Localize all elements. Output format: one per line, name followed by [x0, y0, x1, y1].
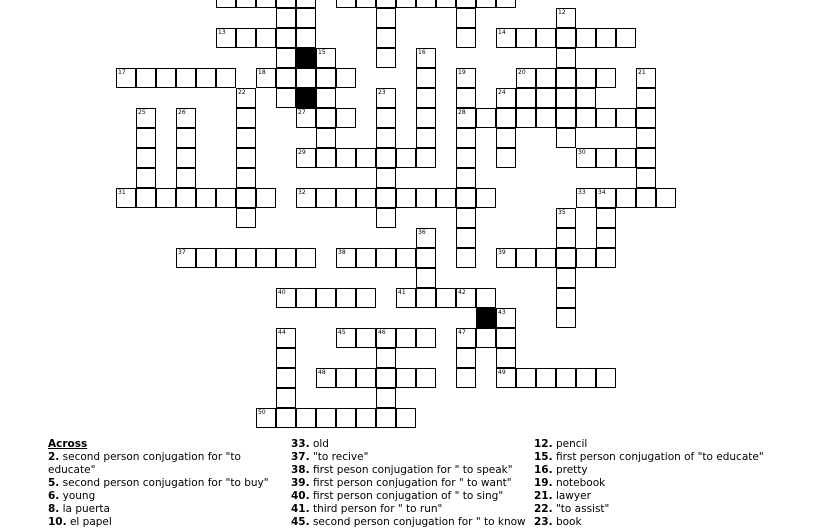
grid-cell[interactable] [256, 248, 276, 268]
grid-cell[interactable] [596, 28, 616, 48]
grid-cell[interactable] [276, 88, 296, 108]
black-cell [476, 308, 496, 328]
grid-cell[interactable] [296, 8, 316, 28]
grid-cell[interactable] [456, 8, 476, 28]
grid-cell[interactable] [276, 48, 296, 68]
grid-cell[interactable] [416, 288, 436, 308]
clue-number: 12 [558, 9, 566, 16]
clue-number: 49 [498, 369, 506, 376]
clue-number: 48 [318, 369, 326, 376]
grid-cell[interactable] [296, 108, 316, 128]
grid-cell[interactable] [556, 288, 576, 308]
grid-cell[interactable] [236, 28, 256, 48]
grid-cell[interactable] [276, 388, 296, 408]
grid-cell[interactable] [616, 108, 636, 128]
grid-cell[interactable] [556, 28, 576, 48]
grid-cell[interactable] [536, 28, 556, 48]
clue-number: 45 [338, 329, 346, 336]
grid-cell[interactable] [236, 208, 256, 228]
grid-cell[interactable] [356, 328, 376, 348]
grid-cell[interactable] [636, 88, 656, 108]
grid-cell[interactable] [236, 168, 256, 188]
clue-across-5[interactable]: 5. second person conjugation for "to buy" [48, 477, 269, 489]
grid-cell[interactable] [556, 308, 576, 328]
clue-number: 33 [578, 189, 586, 196]
grid-cell[interactable] [596, 68, 616, 88]
clue-across-2[interactable]: 2. second person conjugation for "to educate" [48, 451, 241, 476]
clue-number: 43 [498, 309, 506, 316]
grid-cell[interactable] [356, 248, 376, 268]
grid-cell[interactable] [116, 68, 136, 88]
clues-panel [0, 436, 816, 530]
grid-cell[interactable] [136, 188, 156, 208]
grid-cell[interactable] [356, 0, 376, 8]
clue-across-40[interactable]: 40. first person conjugation of " to sing" [291, 490, 504, 502]
clue-number: 18 [258, 69, 266, 76]
clue-number: 13 [218, 29, 226, 36]
grid-cell[interactable] [296, 68, 316, 88]
grid-cell[interactable] [196, 68, 216, 88]
grid-cell[interactable] [476, 108, 496, 128]
grid-cell[interactable] [216, 28, 236, 48]
grid-cell[interactable] [356, 408, 376, 428]
clue-number: 28 [458, 109, 466, 116]
clue-across-45[interactable]: 45. second person conjugation for " to know [291, 516, 526, 528]
grid-cell[interactable] [336, 328, 356, 348]
grid-cell[interactable] [276, 68, 296, 88]
clue-number: 38 [338, 249, 346, 256]
grid-cell[interactable] [536, 248, 556, 268]
clue-number: 15 [318, 49, 326, 56]
grid-cell[interactable] [316, 128, 336, 148]
grid-cell[interactable] [416, 328, 436, 348]
grid-cell[interactable] [576, 68, 596, 88]
grid-cell[interactable] [176, 68, 196, 88]
grid-cell[interactable] [376, 8, 396, 28]
clue-down-22[interactable]: 22. "to assist" [534, 503, 610, 515]
grid-cell[interactable] [556, 8, 576, 28]
grid-cell[interactable] [396, 148, 416, 168]
grid-cell[interactable] [496, 248, 516, 268]
grid-cell[interactable] [636, 168, 656, 188]
grid-cell[interactable] [556, 68, 576, 88]
grid-cell[interactable] [336, 408, 356, 428]
grid-cell[interactable] [576, 28, 596, 48]
grid-cell[interactable] [316, 88, 336, 108]
clue-down-12[interactable]: 12. pencil [534, 438, 588, 450]
clue-number: 27 [298, 109, 306, 116]
grid-cell[interactable] [576, 148, 596, 168]
grid-cell[interactable] [136, 128, 156, 148]
grid-cell[interactable] [176, 168, 196, 188]
grid-cell[interactable] [276, 248, 296, 268]
grid-cell[interactable] [176, 188, 196, 208]
grid-cell[interactable] [416, 268, 436, 288]
clue-number: 34 [598, 189, 606, 196]
grid-cell[interactable] [176, 248, 196, 268]
grid-cell[interactable] [596, 108, 616, 128]
clue-number: 40 [278, 289, 286, 296]
clue-across-37[interactable]: 37. "to recive" [291, 451, 369, 463]
grid-cell[interactable] [396, 0, 416, 8]
clue-number: 41 [398, 289, 406, 296]
grid-cell[interactable] [136, 108, 156, 128]
grid-cell[interactable] [236, 0, 256, 8]
grid-cell[interactable] [456, 148, 476, 168]
clue-down-19[interactable]: 19. notebook [534, 477, 606, 489]
grid-cell[interactable] [196, 188, 216, 208]
grid-cell[interactable] [416, 148, 436, 168]
clues-column-3 [534, 438, 804, 529]
grid-cell[interactable] [496, 108, 516, 128]
grid-cell[interactable] [416, 108, 436, 128]
grid-cell[interactable] [416, 188, 436, 208]
grid-cell[interactable] [276, 368, 296, 388]
grid-cell[interactable] [236, 248, 256, 268]
grid-cell[interactable] [136, 168, 156, 188]
grid-cell[interactable] [416, 88, 436, 108]
grid-cell[interactable] [276, 408, 296, 428]
grid-cell[interactable] [376, 368, 396, 388]
grid-cell[interactable] [516, 68, 536, 88]
grid-cell[interactable] [456, 248, 476, 268]
grid-cell[interactable] [256, 408, 276, 428]
grid-cell[interactable] [516, 88, 536, 108]
grid-cell[interactable] [216, 188, 236, 208]
clue-number: 37 [178, 249, 186, 256]
grid-cell[interactable] [376, 168, 396, 188]
grid-cell[interactable] [176, 128, 196, 148]
grid-cell[interactable] [496, 128, 516, 148]
clue-number: 30 [578, 149, 586, 156]
grid-cell[interactable] [636, 68, 656, 88]
grid-cell[interactable] [616, 28, 636, 48]
grid-cell[interactable] [636, 148, 656, 168]
grid-cell[interactable] [176, 108, 196, 128]
grid-cell[interactable] [396, 188, 416, 208]
grid-cell[interactable] [476, 328, 496, 348]
grid-cell[interactable] [376, 88, 396, 108]
grid-cell[interactable] [596, 188, 616, 208]
grid-cell[interactable] [456, 68, 476, 88]
grid-cell[interactable] [356, 188, 376, 208]
grid-cell[interactable] [156, 188, 176, 208]
grid-cell[interactable] [396, 408, 416, 428]
grid-cell[interactable] [516, 368, 536, 388]
grid-cell[interactable] [336, 148, 356, 168]
grid-cell[interactable] [236, 148, 256, 168]
grid-cell[interactable] [556, 228, 576, 248]
grid-cell[interactable] [576, 88, 596, 108]
grid-cell[interactable] [356, 288, 376, 308]
grid-cell[interactable] [556, 248, 576, 268]
grid-cell[interactable] [556, 108, 576, 128]
clue-down-16[interactable]: 16. pretty [534, 464, 588, 476]
clue-number: 39 [498, 249, 506, 256]
grid-cell[interactable] [396, 368, 416, 388]
grid-cell[interactable] [156, 68, 176, 88]
clue-number: 31 [118, 189, 126, 196]
grid-cell[interactable] [316, 68, 336, 88]
grid-cell[interactable] [416, 368, 436, 388]
clue-number: 23 [378, 89, 386, 96]
grid-cell[interactable] [316, 188, 336, 208]
grid-cell[interactable] [336, 288, 356, 308]
grid-cell[interactable] [456, 348, 476, 368]
grid-cell[interactable] [216, 248, 236, 268]
clue-number: 16 [418, 49, 426, 56]
grid-cell[interactable] [376, 48, 396, 68]
grid-cell[interactable] [496, 328, 516, 348]
grid-cell[interactable] [456, 288, 476, 308]
grid-cell[interactable] [556, 48, 576, 68]
grid-cell[interactable] [256, 0, 276, 8]
grid-cell[interactable] [376, 348, 396, 368]
grid-cell[interactable] [596, 148, 616, 168]
grid-cell[interactable] [276, 8, 296, 28]
grid-cell[interactable] [456, 0, 476, 8]
grid-cell[interactable] [216, 68, 236, 88]
grid-cell[interactable] [316, 48, 336, 68]
clue-number: 32 [298, 189, 306, 196]
grid-cell[interactable] [416, 248, 436, 268]
grid-cell[interactable] [576, 368, 596, 388]
grid-cell[interactable] [516, 108, 536, 128]
grid-cell[interactable] [196, 248, 216, 268]
grid-cell[interactable] [316, 368, 336, 388]
grid-cell[interactable] [336, 248, 356, 268]
grid-cell[interactable] [376, 188, 396, 208]
grid-cell[interactable] [276, 28, 296, 48]
grid-cell[interactable] [616, 148, 636, 168]
grid-cell[interactable] [396, 248, 416, 268]
grid-cell[interactable] [476, 288, 496, 308]
grid-cell[interactable] [496, 348, 516, 368]
clues-column-1 [48, 438, 280, 529]
grid-cell[interactable] [416, 228, 436, 248]
grid-cell[interactable] [356, 368, 376, 388]
grid-cell[interactable] [596, 248, 616, 268]
clue-number: 29 [298, 149, 306, 156]
clue-number: 25 [138, 109, 146, 116]
grid-cell[interactable] [376, 108, 396, 128]
grid-cell[interactable] [496, 88, 516, 108]
grid-cell[interactable] [596, 368, 616, 388]
grid-cell[interactable] [456, 328, 476, 348]
clue-down-23[interactable]: 23. book [534, 516, 582, 528]
grid-cell[interactable] [416, 48, 436, 68]
clue-number: 20 [518, 69, 526, 76]
clues-column-2 [291, 438, 527, 529]
grid-cell[interactable] [396, 328, 416, 348]
grid-cell[interactable] [336, 68, 356, 88]
grid-cell[interactable] [276, 328, 296, 348]
grid-cell[interactable] [296, 188, 316, 208]
grid-cell[interactable] [456, 108, 476, 128]
grid-cell[interactable] [296, 288, 316, 308]
grid-cell[interactable] [596, 208, 616, 228]
black-cell [296, 48, 316, 68]
grid-cell[interactable] [456, 168, 476, 188]
clue-number: 14 [498, 29, 506, 36]
grid-cell[interactable] [376, 248, 396, 268]
grid-cell[interactable] [636, 108, 656, 128]
clue-across-38[interactable]: 38. first peson conjugation for " to speak" [291, 464, 513, 476]
grid-cell[interactable] [416, 128, 436, 148]
grid-cell[interactable] [496, 368, 516, 388]
grid-cell[interactable] [496, 28, 516, 48]
grid-cell[interactable] [376, 388, 396, 408]
grid-cell[interactable] [136, 68, 156, 88]
grid-cell[interactable] [276, 0, 296, 8]
grid-cell[interactable] [516, 248, 536, 268]
grid-cell[interactable] [496, 308, 516, 328]
clue-number: 19 [458, 69, 466, 76]
grid-cell[interactable] [176, 148, 196, 168]
grid-cell[interactable] [336, 0, 356, 8]
grid-cell[interactable] [256, 68, 276, 88]
clue-across-8[interactable]: 8. la puerta [48, 503, 110, 515]
clue-number: 42 [458, 289, 466, 296]
grid-cell[interactable] [416, 68, 436, 88]
grid-cell[interactable] [576, 248, 596, 268]
grid-cell[interactable] [316, 408, 336, 428]
grid-cell[interactable] [376, 0, 396, 8]
grid-cell[interactable] [376, 408, 396, 428]
clue-down-15[interactable]: 15. first person conjugation of "to educate" [534, 451, 764, 463]
grid-cell[interactable] [256, 28, 276, 48]
clue-number: 47 [458, 329, 466, 336]
clue-number: 36 [418, 229, 426, 236]
grid-cell[interactable] [556, 368, 576, 388]
clue-number: 26 [178, 109, 186, 116]
grid-cell[interactable] [436, 288, 456, 308]
grid-cell[interactable] [336, 368, 356, 388]
grid-cell[interactable] [296, 148, 316, 168]
grid-cell[interactable] [536, 368, 556, 388]
grid-cell[interactable] [636, 188, 656, 208]
grid-cell[interactable] [236, 128, 256, 148]
grid-cell[interactable] [296, 0, 316, 8]
grid-cell[interactable] [556, 208, 576, 228]
grid-cell[interactable] [656, 188, 676, 208]
grid-cell[interactable] [316, 148, 336, 168]
clue-number: 17 [118, 69, 126, 76]
clue-number: 22 [238, 89, 246, 96]
grid-cell[interactable] [236, 188, 256, 208]
grid-cell[interactable] [556, 268, 576, 288]
grid-cell[interactable] [576, 188, 596, 208]
grid-cell[interactable] [296, 248, 316, 268]
clue-across-33[interactable]: 33. old [291, 438, 329, 450]
clue-number: 21 [638, 69, 646, 76]
grid-cell[interactable] [456, 188, 476, 208]
grid-cell[interactable] [536, 68, 556, 88]
grid-cell[interactable] [516, 28, 536, 48]
grid-cell[interactable] [296, 28, 316, 48]
grid-cell[interactable] [616, 188, 636, 208]
grid-cell[interactable] [376, 328, 396, 348]
grid-cell[interactable] [236, 108, 256, 128]
grid-cell[interactable] [276, 288, 296, 308]
grid-cell[interactable] [456, 368, 476, 388]
grid-cell[interactable] [636, 128, 656, 148]
grid-cell[interactable] [376, 128, 396, 148]
grid-cell[interactable] [316, 108, 336, 128]
clue-across-41[interactable]: 41. third person for " to run" [291, 503, 443, 515]
grid-cell[interactable] [556, 128, 576, 148]
grid-cell[interactable] [436, 0, 456, 8]
clue-number: 46 [378, 329, 386, 336]
grid-cell[interactable] [356, 148, 376, 168]
across-heading: Across [48, 438, 88, 450]
clue-down-21[interactable]: 21. lawyer [534, 490, 591, 502]
grid-cell[interactable] [276, 348, 296, 368]
grid-cell[interactable] [476, 0, 496, 8]
grid-cell[interactable] [256, 188, 276, 208]
grid-cell[interactable] [216, 0, 236, 8]
grid-cell[interactable] [496, 0, 516, 8]
grid-cell[interactable] [456, 28, 476, 48]
grid-cell[interactable] [416, 0, 436, 8]
black-cell [296, 88, 316, 108]
grid-cell[interactable] [456, 208, 476, 228]
grid-cell[interactable] [116, 188, 136, 208]
grid-cell[interactable] [456, 88, 476, 108]
grid-cell[interactable] [596, 228, 616, 248]
clue-number: 35 [558, 209, 566, 216]
clue-number: 24 [498, 89, 506, 96]
grid-cell[interactable] [576, 108, 596, 128]
clue-number: 44 [278, 329, 286, 336]
grid-cell[interactable] [136, 148, 156, 168]
clue-across-39[interactable]: 39. first person conjugation for " to want" [291, 477, 512, 489]
grid-cell[interactable] [376, 148, 396, 168]
grid-cell[interactable] [316, 288, 336, 308]
grid-cell[interactable] [536, 88, 556, 108]
clue-across-6[interactable]: 6. young [48, 490, 96, 502]
grid-cell[interactable] [436, 188, 456, 208]
clue-number: 50 [258, 409, 266, 416]
grid-cell[interactable] [376, 28, 396, 48]
grid-cell[interactable] [496, 148, 516, 168]
grid-cell[interactable] [376, 208, 396, 228]
grid-cell[interactable] [456, 128, 476, 148]
grid-cell[interactable] [296, 408, 316, 428]
grid-cell[interactable] [556, 88, 576, 108]
grid-cell[interactable] [336, 188, 356, 208]
grid-cell[interactable] [476, 188, 496, 208]
grid-cell[interactable] [536, 108, 556, 128]
grid-cell[interactable] [336, 108, 356, 128]
grid-cell[interactable] [396, 288, 416, 308]
grid-cell[interactable] [236, 88, 256, 108]
clue-across-10[interactable]: 10. el papel [48, 516, 112, 528]
grid-cell[interactable] [456, 228, 476, 248]
